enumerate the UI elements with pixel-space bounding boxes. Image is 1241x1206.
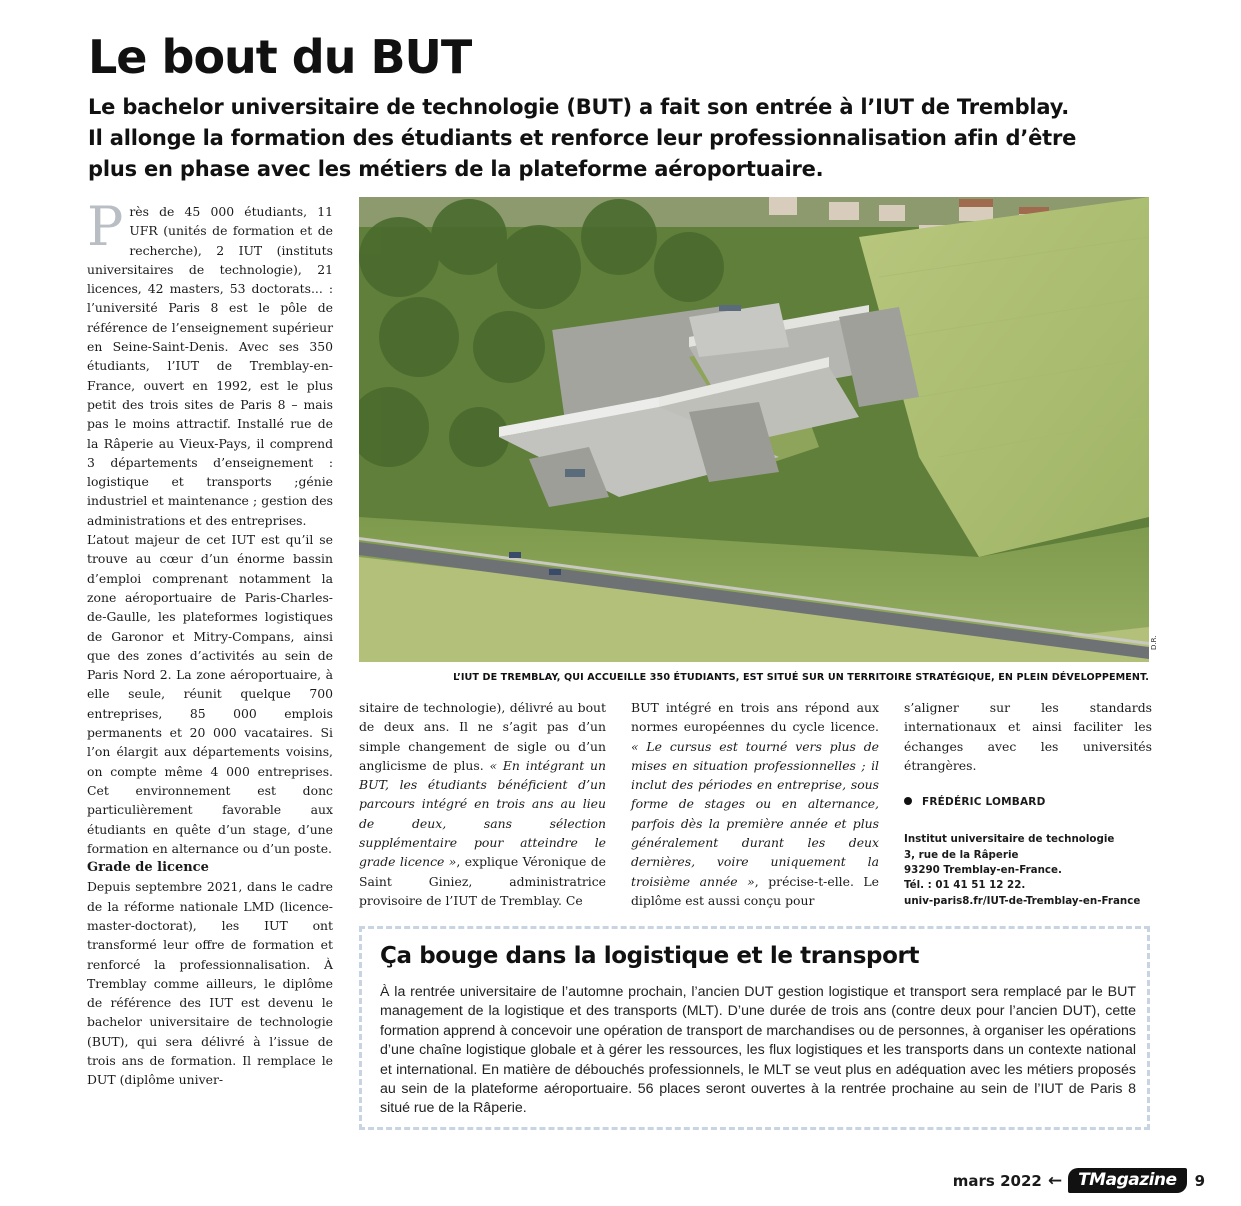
- quote: « Le cursus est tourné vers plus de mises en situation professionnelles ; il inclut des périodes en entreprise, sous forme de stages ou en alternance, parfois dès la première année et plus généralement durant les deux dernières, voire uniquement la troisième année »: [631, 738, 879, 889]
- page-footer: [953, 1168, 1205, 1193]
- lead-line-1: Le bachelor universitaire de technologie (BUT) a fait son entrée à l’IUT de Tremblay.: [88, 95, 1070, 119]
- paragraph-intro: [87, 195, 333, 530]
- paragraph-cursus: [631, 698, 879, 910]
- address-line: Institut universitaire de technologie: [904, 833, 1115, 846]
- photo-caption: L’IUT DE TREMBLAY, QUI ACCUEILLE 350 ÉTUDIANTS, EST SITUÉ SUR UN TERRITOIRE STRATÉGIQUE, EN PLEIN DÉVELOPPEMENT.: [453, 672, 1149, 683]
- sidebar-box: [359, 926, 1150, 1130]
- arrow-left-icon: ←: [1047, 1170, 1063, 1191]
- quote: « En intégrant un BUT, les étudiants bénéficient d’un parcours intégré en trois ans au lieu de deux, sans sélection supplémentaire pour atteindre le grade licence »: [359, 757, 606, 870]
- body-column-1: [87, 195, 333, 1090]
- author-signature: [904, 793, 1152, 812]
- text-run: , précise-t-elle. Le diplôme est aussi conçu pour: [631, 873, 879, 908]
- website-url: univ-paris8.fr/IUT-de-Tremblay-en-France: [904, 894, 1141, 907]
- author-name: FRÉDÉRIC LOMBARD: [922, 796, 1046, 809]
- paragraph-standards: s’aligner sur les standards internationaux et ainsi faciliter les échanges avec les universités étrangères.: [904, 700, 1152, 773]
- address-line: 3, rue de la Râperie: [904, 848, 1019, 861]
- box-title: Ça bouge dans la logistique et le transport: [380, 943, 920, 969]
- address-line: 93290 Tremblay-en-France.: [904, 864, 1062, 877]
- article-title: Le bout du BUT: [88, 30, 472, 84]
- paragraph-atout: L’atout majeur de cet IUT est qu’il se trouve au cœur d’un énorme bassin d’emploi comprenant notamment la zone aéroportuaire de Paris-Charles-de-Gaulle, les plateformes logistiques de Garonor et Mitry-Compans, ainsi que des zones d’activités au sein de Paris Nord 2. La zone aéroportuaire, à elle seule, réunit quelque 700 entreprises, 85 000 emplois permanents et 20 000 vacataires. Si l’on élargit aux départements voisins, on compte même 4 000 entreprises. Cet environnement est donc particulièrement favorable aux étudiants en quête d’un stage, d’une formation en alternance ou d’un poste.: [87, 532, 333, 856]
- phone-number: Tél. : 01 41 51 12 22.: [904, 879, 1026, 892]
- box-text: À la rentrée universitaire de l’automne prochain, l’ancien DUT gestion logistique et transport sera remplacé par le BUT management de la logistique et des transports (MLT). D’une durée de trois ans (contre deux pour l’ancien DUT), cette formation apprend à concevoir une opération de transport de marchandises ou de personnes, à organiser les opérations d’une chaîne logistique globale et à gérer les ressources, les flux logistiques et les transports dans un contexte national et international. En matière de débouchés professionnels, le MLT se veut plus en adéquation avec les métiers proposés au sein de la plateforme aéroportuaire. 56 places seront ouvertes à la rentrée prochaine au sein de l’IUT de Paris 8 situé rue de la Râperie.: [380, 984, 1136, 1117]
- body-column-3: [631, 698, 879, 910]
- paragraph-licence: Depuis septembre 2021, dans le cadre de la réforme nationale LMD (licence-master-doctorat), les IUT ont transformé leur offre de formation et renforcé la professionnalisation. À Tremblay comme ailleurs, le diplôme de référence des IUT est devenu le bachelor universitaire de technologie (BUT), qui sera délivré à l’issue de trois ans de formation. Il remplace le DUT (diplôme univer-: [87, 879, 333, 1088]
- subheading: Grade de licence: [87, 860, 209, 876]
- bullet-icon: [904, 797, 912, 805]
- lead-line-2: Il allonge la formation des étudiants et renforce leur professionnalisation afin d’être: [88, 126, 1077, 150]
- text-run: BUT intégré en trois ans répond aux normes européennes du cycle licence.: [631, 700, 879, 735]
- article-lead: [88, 92, 1188, 185]
- contact-address: [904, 832, 1152, 908]
- body-column-2: [359, 698, 606, 910]
- photo-credit: D.R.: [1150, 635, 1158, 650]
- page-number: 9: [1194, 1171, 1205, 1190]
- drop-cap: P: [87, 195, 124, 258]
- text-run: sitaire de technologie), délivré au bout de deux ans. Il ne s’agit pas d’un simple changement de sigle ou d’un anglicisme de plus.: [359, 700, 606, 773]
- aerial-photo: [359, 197, 1149, 662]
- text-run: , explique Véronique de Saint Giniez, administratrice provisoire de l’IUT de Tremblay. Ce: [359, 854, 606, 908]
- issue-date: mars 2022: [952, 1171, 1042, 1190]
- paragraph-intro-text: rès de 45 000 étudiants, 11 UFR (unités de formation et de recherche), 2 IUT (instituts universitaires de technologie), 21 licences, 42 masters, 53 doctorats... : l’université Paris 8 est le pôle de référence de l’enseignement supérieur en Seine-Saint-Denis. Avec ses 350 étudiants, l’IUT de Tremblay-en-France, ouvert en 1992, est le plus petit des trois sites de Paris 8 – mais pas le moins attractif. Installé rue de la Râperie au Vieux-Pays, il comprend 3 départements d’enseignement : logistique et transports ;génie industriel et maintenance ; gestion des administrations et des entreprises.: [87, 204, 333, 528]
- magazine-logo: TMagazine: [1068, 1168, 1186, 1193]
- lead-line-3: plus en phase avec les métiers de la plateforme aéroportuaire.: [88, 157, 824, 181]
- paragraph-but: [359, 698, 606, 910]
- aerial-photo-illustration: [359, 197, 1149, 662]
- body-column-4: [904, 698, 1152, 909]
